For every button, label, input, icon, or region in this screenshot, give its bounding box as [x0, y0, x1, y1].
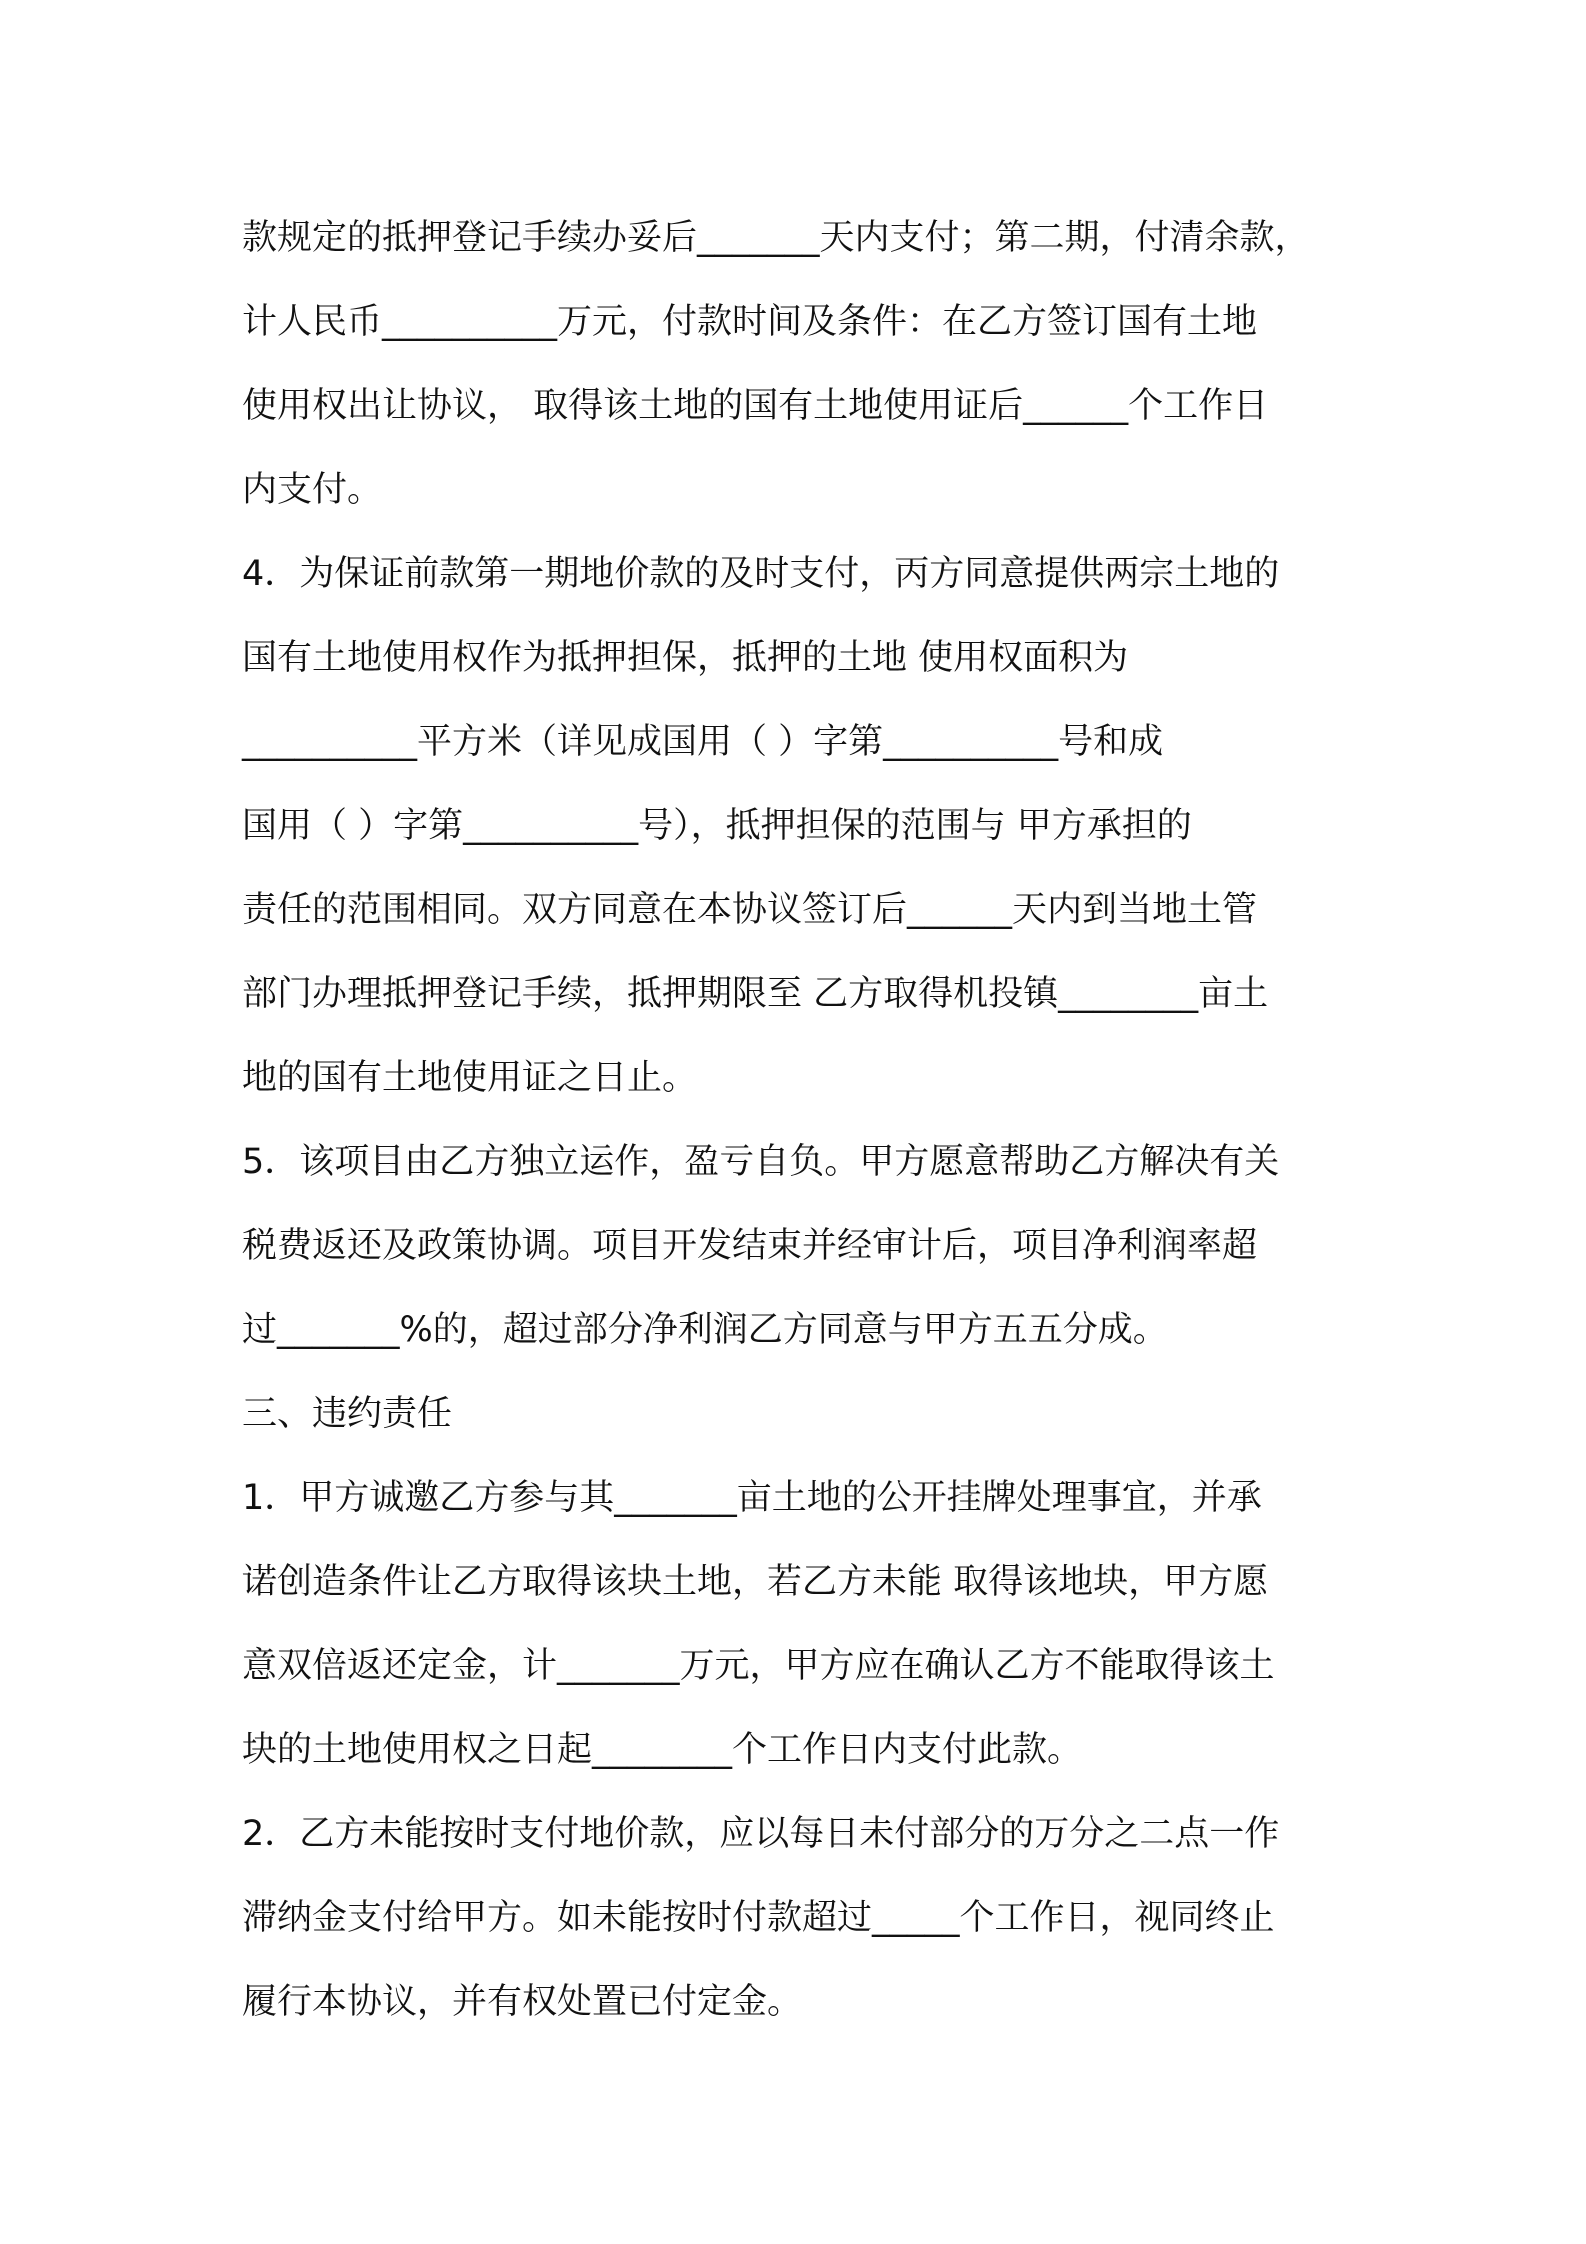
text-line: 款规定的抵押登记手续办妥后_______天内支付；第二期，付清余款，: [242, 218, 1310, 258]
text-line: 意双倍返还定金，计_______万元，甲方应在确认乙方不能取得该土: [242, 1646, 1275, 1686]
section-heading: 三、违约责任: [242, 1394, 453, 1434]
breach-clause-2-line: 2．乙方未能按时支付地价款，应以每日未付部分的万分之二点一作: [242, 1814, 1280, 1854]
clause-4-line: 4．为保证前款第一期地价款的及时支付，丙方同意提供两宗土地的: [242, 554, 1280, 594]
text-line: 履行本协议，并有权处置已付定金。: [242, 1982, 803, 2022]
text-line: 使用权出让协议， 取得该土地的国有土地使用证后______个工作日: [242, 386, 1269, 426]
clause-5-line: 5．该项目由乙方独立运作，盈亏自负。甲方愿意帮助乙方解决有关: [242, 1142, 1280, 1182]
text-line: 部门办理抵押登记手续，抵押期限至 乙方取得机投镇________亩土: [242, 974, 1269, 1014]
text-line: 计人民币__________万元，付款时间及条件：在乙方签订国有土地: [242, 302, 1258, 342]
text-line: 滞纳金支付给甲方。如未能按时付款超过_____个工作日，视同终止: [242, 1898, 1275, 1938]
text-line: 国有土地使用权作为抵押担保，抵押的土地 使用权面积为: [242, 638, 1129, 678]
text-line: 国用（ ）字第__________号），抵押担保的范围与 甲方承担的: [242, 806, 1192, 846]
contract-body: [242, 196, 1357, 2044]
text-line: 责任的范围相同。双方同意在本协议签订后______天内到当地土管: [242, 890, 1258, 930]
text-line: 过_______%的，超过部分净利润乙方同意与甲方五五分成。: [242, 1310, 1168, 1350]
text-line: 地的国有土地使用证之日止。: [242, 1058, 698, 1098]
text-line: 诺创造条件让乙方取得该块土地，若乙方未能 取得该地块，甲方愿: [242, 1562, 1269, 1602]
text-line: 块的土地使用权之日起________个工作日内支付此款。: [242, 1730, 1083, 1770]
breach-clause-1-line: 1．甲方诚邀乙方参与其_______亩土地的公开挂牌处理事宜，并承: [242, 1478, 1262, 1518]
text-line: 内支付。: [242, 470, 383, 510]
text-line: __________平方米（详见成国用（ ）字第__________号和成: [242, 722, 1164, 762]
text-line: 税费返还及政策协调。项目开发结束并经审计后，项目净利润率超: [242, 1226, 1258, 1266]
